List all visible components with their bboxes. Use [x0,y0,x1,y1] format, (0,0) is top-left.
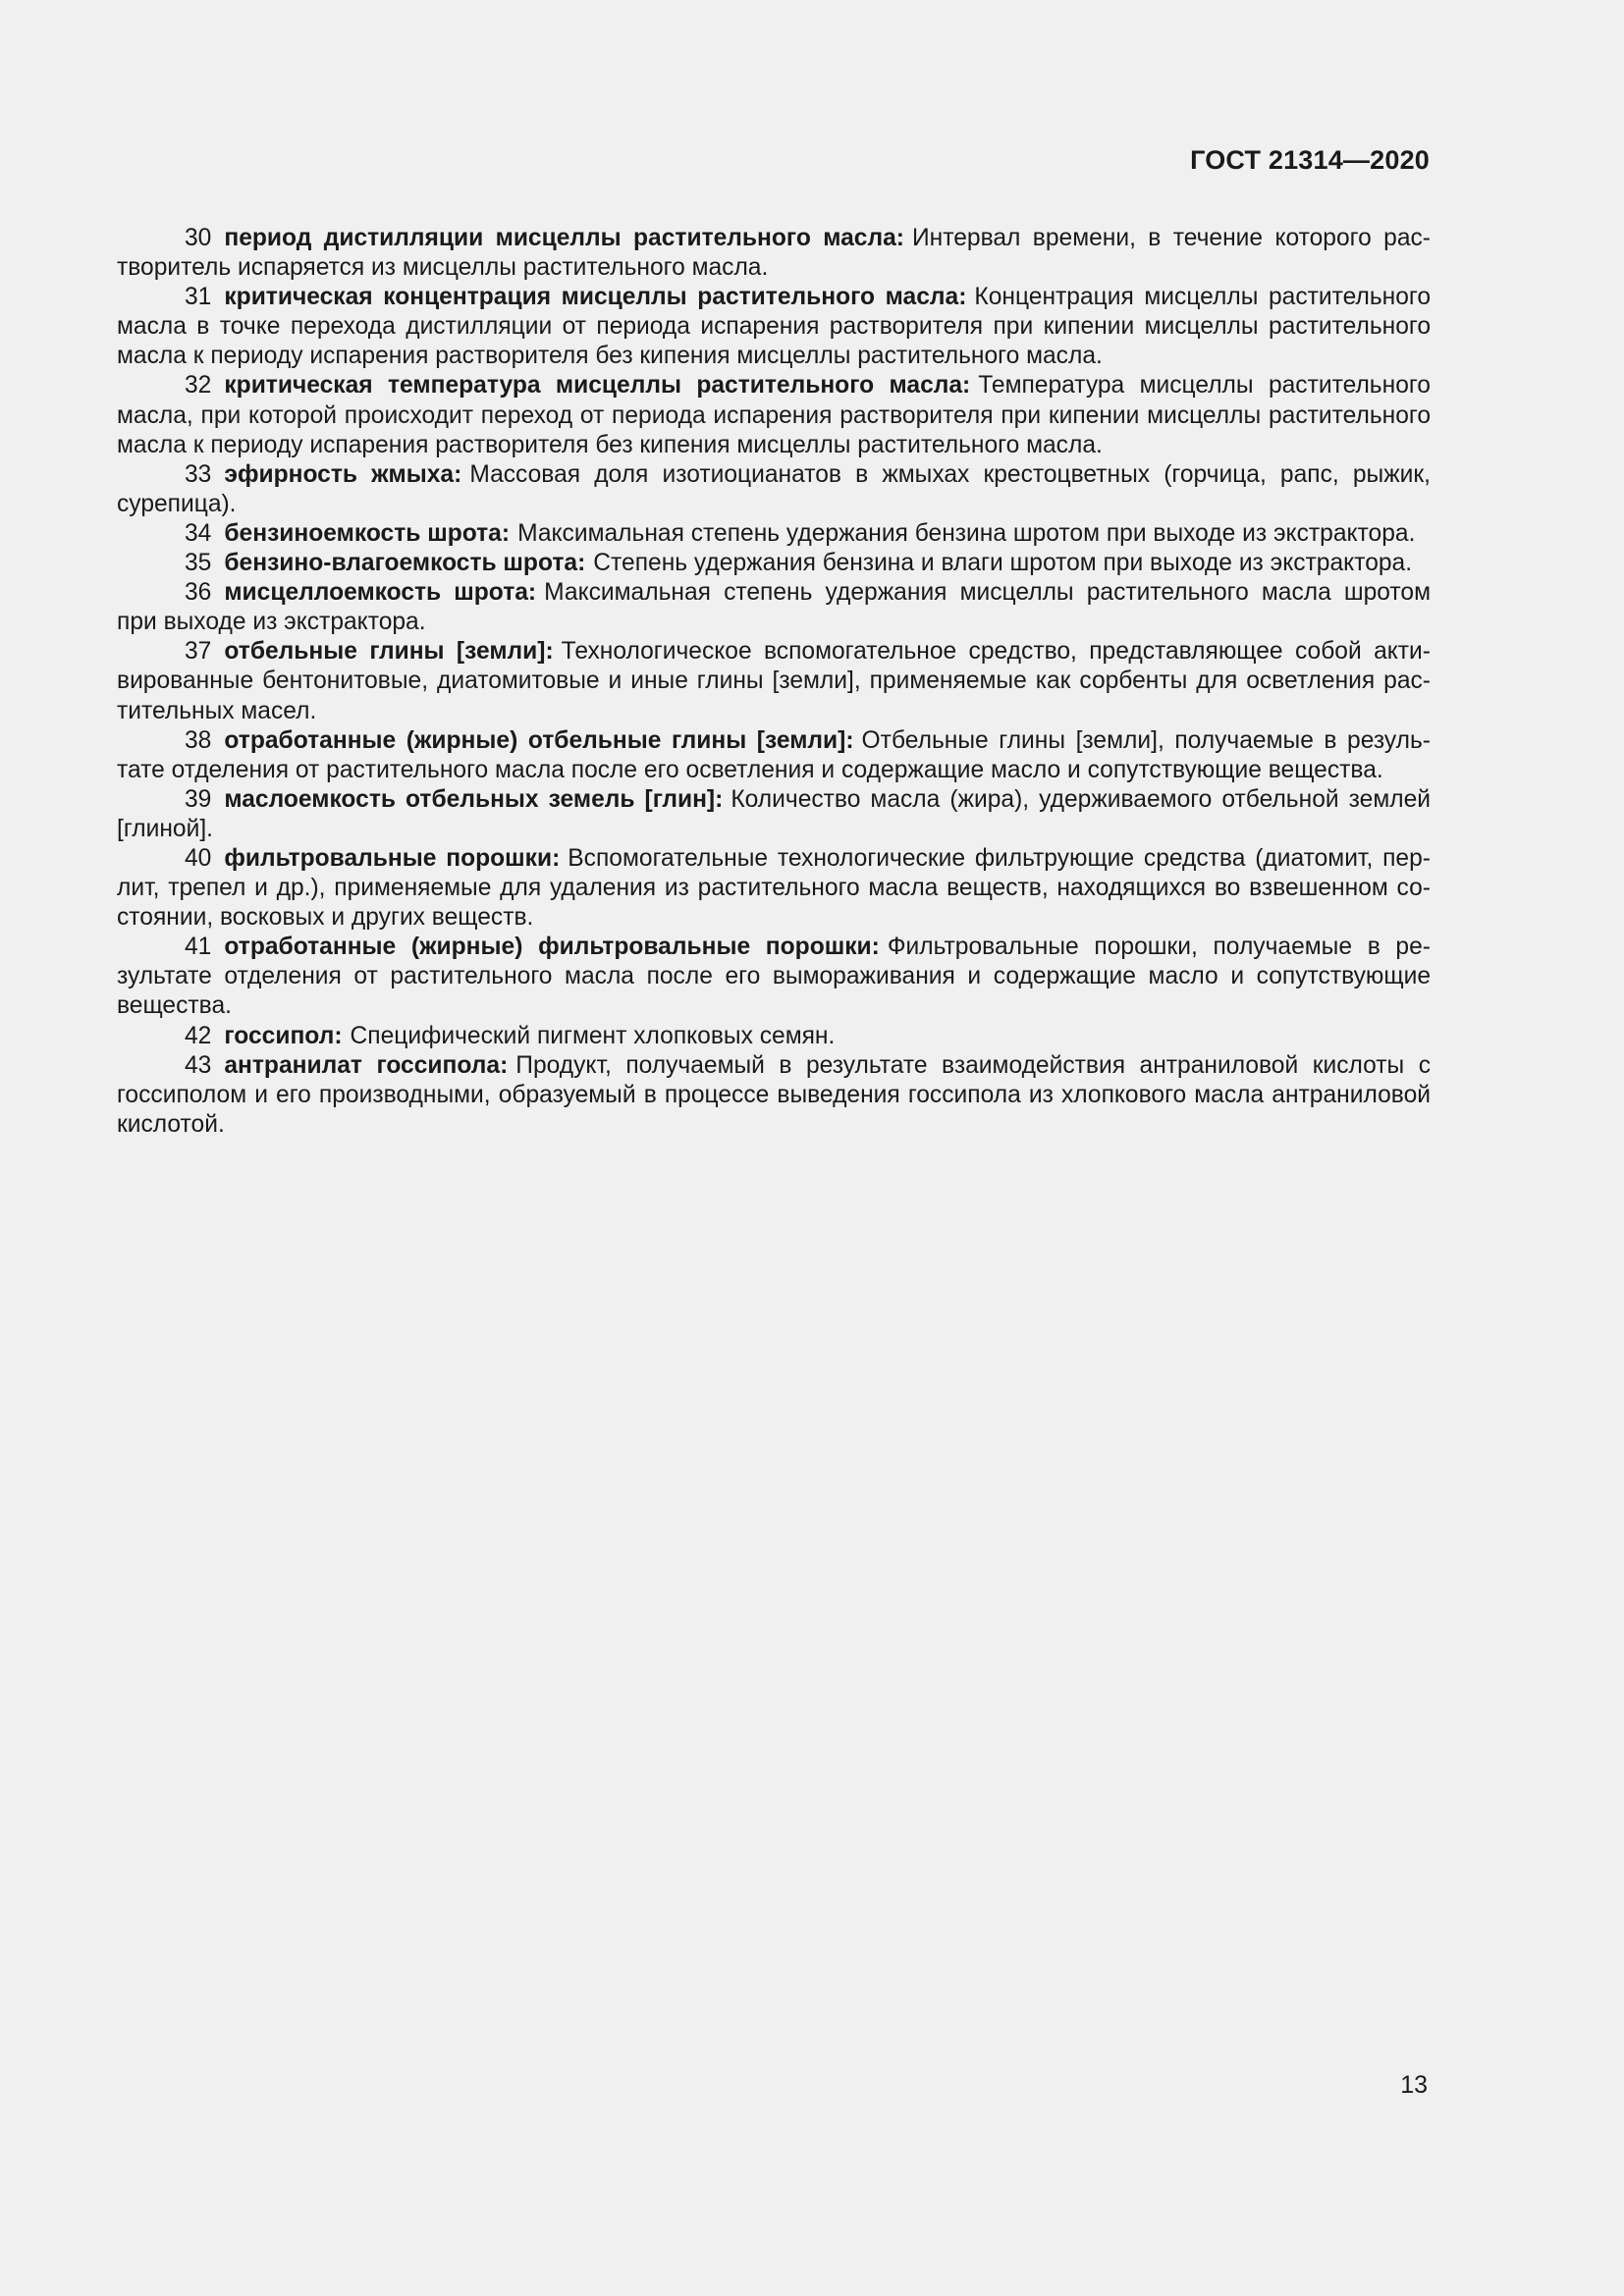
term-name: бензиноемкость шрота: [224,519,511,547]
term-definition: Массовая доля изотиоцианатов в жмыхах крестоцветных (горчица, рапс, рыжик, сурепица). [117,460,1432,517]
term-definition: Максимальная степень удержания мисцеллы растительного масла шротом при выходе из экстрактора. [117,579,1431,636]
term-name: антранилат госсипола: [224,1051,509,1079]
page-number: 13 [1400,2071,1428,2099]
term-entry-40 [117,844,1431,933]
term-number: 32 [185,372,212,400]
term-number: 43 [185,1051,212,1079]
term-definition: Степень удержания бензина и влаги шротом при выходе из экстрактора. [593,550,1413,577]
term-entry-39 [117,785,1431,844]
terms-list [117,224,1431,1140]
term-definition: Концентрация мисцеллы растительного масла в точке перехода дистилляции от периода испарения растворителя при кипении мисцеллы растительного масла к периоду испарения растворителя без кипения мисцеллы растительного масла. [117,284,1431,370]
term-number: 38 [185,726,212,754]
term-definition: Температура мисцеллы растительного масла, при которой происходит переход от периода испарения растворителя при кипении мисцеллы растительного масла к периоду испарения растворителя без кипения мисцеллы растительного масла. [117,372,1431,458]
term-number: 41 [185,934,212,961]
term-name: эфирность жмыха: [224,460,462,488]
term-name: отработанные (жирные) отбельные глины [земли]: [224,726,854,754]
term-definition: Количество масла (жира), удерживаемого отбельной землей [глиной]. [117,785,1431,842]
term-name: период дистилляции мисцеллы растительного масла: [224,225,904,251]
term-definition: Фильтровальные порошки, получаемые в результате отделения от растительного масла после его вымораживания и содержащие масло и сопутствующие вещества. [117,934,1431,1020]
term-number: 35 [185,550,212,577]
term-number: 40 [185,844,212,872]
term-number: 39 [185,785,212,813]
term-name: отбельные глины [земли]: [224,638,554,666]
term-entry-36 [117,578,1431,637]
term-entry-34 [117,519,1431,549]
term-definition: Технологическое вспомогательное средство, представляющее собой активированные бентонитовые, диатомитовые и иные глины [земли], применяемые как сорбенты для осветления растительных масел. [117,638,1431,724]
term-name: госсипол: [224,1022,343,1049]
term-name: маслоемкость отбельных земель [глин]: [224,785,724,813]
term-name: отработанные (жирные) фильтровальные порошки: [224,934,880,961]
term-entry-41 [117,933,1431,1021]
term-name: мисцеллоемкость шрота: [224,579,537,607]
term-entry-37 [117,637,1431,725]
term-entry-33 [117,460,1431,519]
term-number: 31 [185,284,212,311]
term-number: 33 [185,460,212,488]
term-definition: Интервал времени, в течение которого растворитель испаряется из мисцеллы растительного масла. [117,225,1431,282]
document-code: ГОСТ 21314—2020 [1190,145,1430,175]
term-definition: Отбельные глины [земли], получаемые в результате отделения от растительного масла после его осветления и содержащие масло и сопутствующие вещества. [117,726,1431,783]
term-definition: Продукт, получаемый в результате взаимодействия антраниловой кислоты с госсиполом и его производными, образуемый в процессе выведения госсипола из хлопкового масла антраниловой кислотой. [117,1051,1431,1138]
term-entry-35 [117,549,1431,578]
term-name: фильтровальные порошки: [224,844,561,872]
term-name: критическая концентрация мисцеллы растительного масла: [224,284,967,311]
term-number: 42 [185,1022,212,1049]
term-entry-42 [117,1022,1431,1051]
term-entry-32 [117,371,1431,459]
term-number: 30 [185,225,212,251]
term-entry-43 [117,1051,1431,1140]
term-number: 34 [185,519,212,547]
term-definition: Максимальная степень удержания бензина шротом при выходе из экстрактора. [517,519,1416,547]
term-entry-30 [117,224,1431,283]
term-definition: Вспомогательные технологические фильтрующие средства (диатомит, перлит, трепел и др.), применяемые для удаления из растительного масла веществ, находящихся во взвешенном состоянии, восковых и других веществ. [117,844,1431,932]
term-number: 37 [185,638,212,666]
term-definition: Специфический пигмент хлопковых семян. [350,1022,836,1049]
term-entry-31 [117,283,1431,371]
term-entry-38 [117,726,1431,785]
term-name: критическая температура мисцеллы растительного масла: [224,372,971,400]
term-number: 36 [185,579,212,607]
term-name: бензино-влагоемкость шрота: [224,550,586,577]
